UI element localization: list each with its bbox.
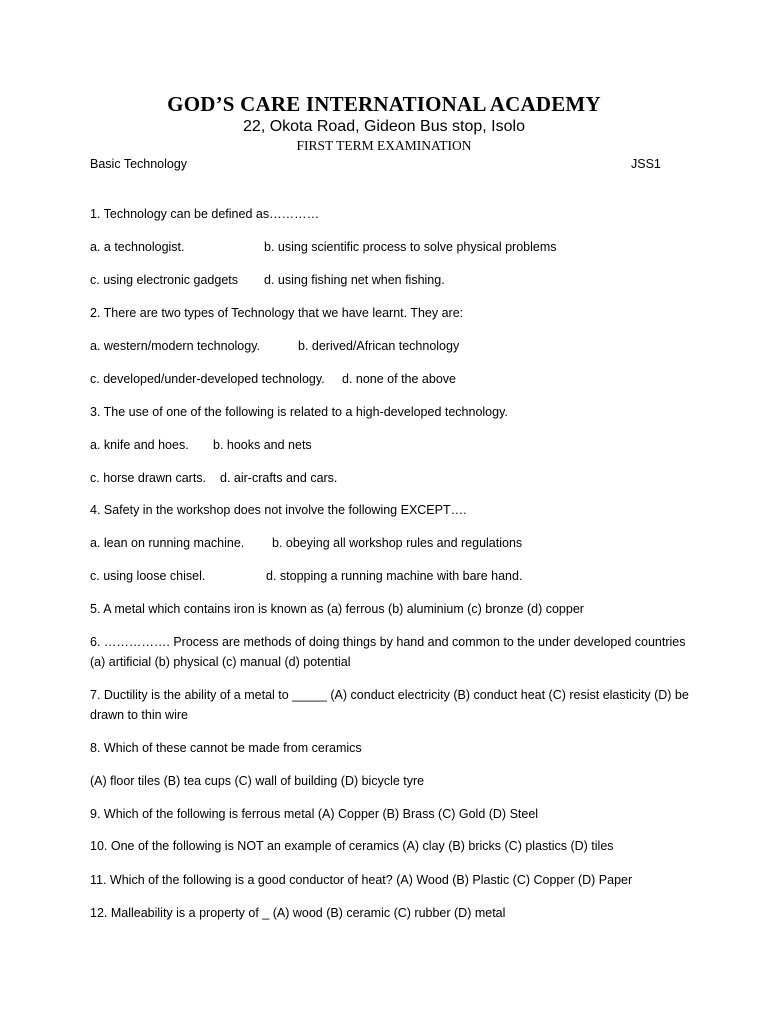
question-10: 10. One of the following is NOT an example of ceramics (A) clay (B) bricks (C) plastics (D) tiles [90,839,614,853]
question-1-option-b: b. using scientific process to solve physical problems [264,240,557,254]
question-3-option-d: d. air-crafts and cars. [220,471,338,485]
question-3-option-a: a. knife and hoes. [90,438,189,452]
question-7: 7. Ductility is the ability of a metal to _____ (A) conduct electricity (B) conduct heat (C) resist elasticity (D) be drawn to thin wire [90,688,689,722]
question-9: 9. Which of the following is ferrous metal (A) Copper (B) Brass (C) Gold (D) Steel [90,807,539,821]
question-3-option-c: c. horse drawn carts. [90,471,207,485]
subject-label: Basic Technology [90,157,188,171]
question-4-option-d: d. stopping a running machine with bare hand. [266,569,523,583]
question-2-option-c: c. developed/under-developed technology. [90,372,325,386]
question-3-stem: 3. The use of one of the following is related to a high-developed technology. [90,405,508,419]
question-8-stem: 8. Which of these cannot be made from ceramics [90,741,362,755]
question-3-option-b: b. hooks and nets [213,438,312,452]
school-name: GOD’S CARE INTERNATIONAL ACADEMY [167,92,601,116]
question-6: 6. ……………. Process are methods of doing things by hand and common to the under developed countries (a) artificial (b) physical (c) manual (d) potential [90,635,686,669]
question-2-stem: 2. There are two types of Technology that we have learnt. They are: [90,306,464,320]
question-8-options: (A) floor tiles (B) tea cups (C) wall of building (D) bicycle tyre [90,774,425,788]
question-4-option-a: a. lean on running machine. [90,536,245,550]
question-4-stem: 4. Safety in the workshop does not involve the following EXCEPT…. [90,503,467,517]
question-1-option-a: a. a technologist. [90,240,185,254]
class-label: JSS1 [631,157,661,171]
question-4-option-b: b. obeying all workshop rules and regulations [272,536,523,550]
question-1-option-c: c. using electronic gadgets [90,273,239,287]
question-5: 5. A metal which contains iron is known as (a) ferrous (b) aluminium (c) bronze (d) copper [90,602,584,616]
school-address: 22, Okota Road, Gideon Bus stop, Isolo [243,118,525,135]
question-2-option-d: d. none of the above [342,372,456,386]
question-11: 11. Which of the following is a good conductor of heat? (A) Wood (B) Plastic (C) Copper (D) Paper [90,873,633,887]
question-1-option-d: d. using fishing net when fishing. [264,273,445,287]
question-1-stem: 1. Technology can be defined as………… [90,207,320,221]
question-4-option-c: c. using loose chisel. [90,569,206,583]
question-2-option-b: b. derived/African technology [298,339,460,353]
question-12: 12. Malleability is a property of _ (A) wood (B) ceramic (C) rubber (D) metal [90,906,506,920]
exam-title: FIRST TERM EXAMINATION [296,138,472,153]
question-2-option-a: a. western/modern technology. [90,339,261,353]
